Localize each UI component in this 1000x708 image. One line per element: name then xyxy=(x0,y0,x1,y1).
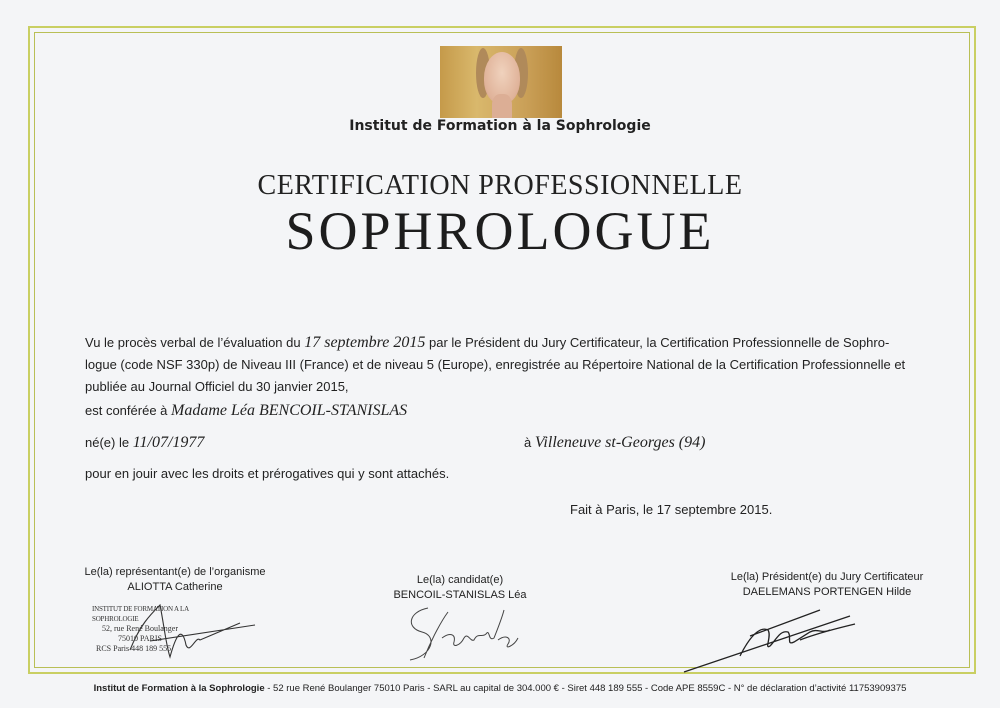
president-signature xyxy=(680,606,880,676)
birth-date-line: né(e) le 11/07/1977 xyxy=(85,434,205,451)
birth-date: 11/07/1977 xyxy=(132,434,205,451)
organisation-signature-block xyxy=(70,565,280,595)
evaluation-date: 17 septembre 2015 xyxy=(304,334,426,351)
place-date-text: Fait à Paris, le 17 septembre 2015. xyxy=(570,502,773,517)
president-signature-block xyxy=(712,570,942,600)
organisation-signature xyxy=(120,595,260,665)
organisation-stamp: INSTITUT DE FORMATION A LA SOPHROLOGIE 52, rue René Boulanger 75010 PARIS RCS Paris 448 189 555 xyxy=(92,605,189,653)
birth-place-line: à Villeneuve st-Georges (94) xyxy=(524,434,706,451)
organisation-signer: ALIOTTA Catherine xyxy=(127,581,223,593)
header-photo xyxy=(440,46,562,118)
president-role: Le(la) Président(e) du Jury Certificateur xyxy=(730,571,924,583)
certificate-title: CERTIFICATION PROFESSIONNELLE xyxy=(257,170,743,201)
rights-text: pour en jouir avec les droits et prérogatives qui y sont attachés. xyxy=(85,466,450,481)
organisation-role: Le(la) représentant(e) de l’organisme xyxy=(84,566,266,578)
footer-legal-text: Institut de Formation à la Sophrologie - 52 rue René Boulanger 75010 Paris - SARL au capital de 304.000 € - Siret 448 189 555 - Code APE 8559C - N° de déclaration d’activité 11753909375 xyxy=(93,683,907,694)
birth-place: Villeneuve st-Georges (94) xyxy=(534,434,706,451)
conferee-line: est conférée à Madame Léa BENCOIL-STANISLAS xyxy=(85,402,408,419)
candidate-signature xyxy=(398,598,528,668)
evaluation-paragraph: Vu le procès verbal de l’évaluation du 17 septembre 2015 par le Président du Jury Certificateur, la Certification Professionnelle de Sophro- logue (code NSF 330p) de Niveau III (France) et de niveau 5 (Europe), enregistrée au Répertoire National de la Certification Professionnelle et publiée au Journal Officiel du 30 janvier 2015, xyxy=(85,334,906,394)
president-signer: DAELEMANS PORTENGEN Hilde xyxy=(742,586,912,598)
institute-name: Institut de Formation à la Sophrologie xyxy=(349,118,651,134)
candidate-role: Le(la) candidat(e) xyxy=(416,574,504,586)
conferee-name: Madame Léa BENCOIL-STANISLAS xyxy=(171,402,408,419)
certificate-subtitle: SOPHROLOGUE xyxy=(285,201,715,261)
candidate-signer: BENCOIL-STANISLAS Léa xyxy=(393,589,527,601)
